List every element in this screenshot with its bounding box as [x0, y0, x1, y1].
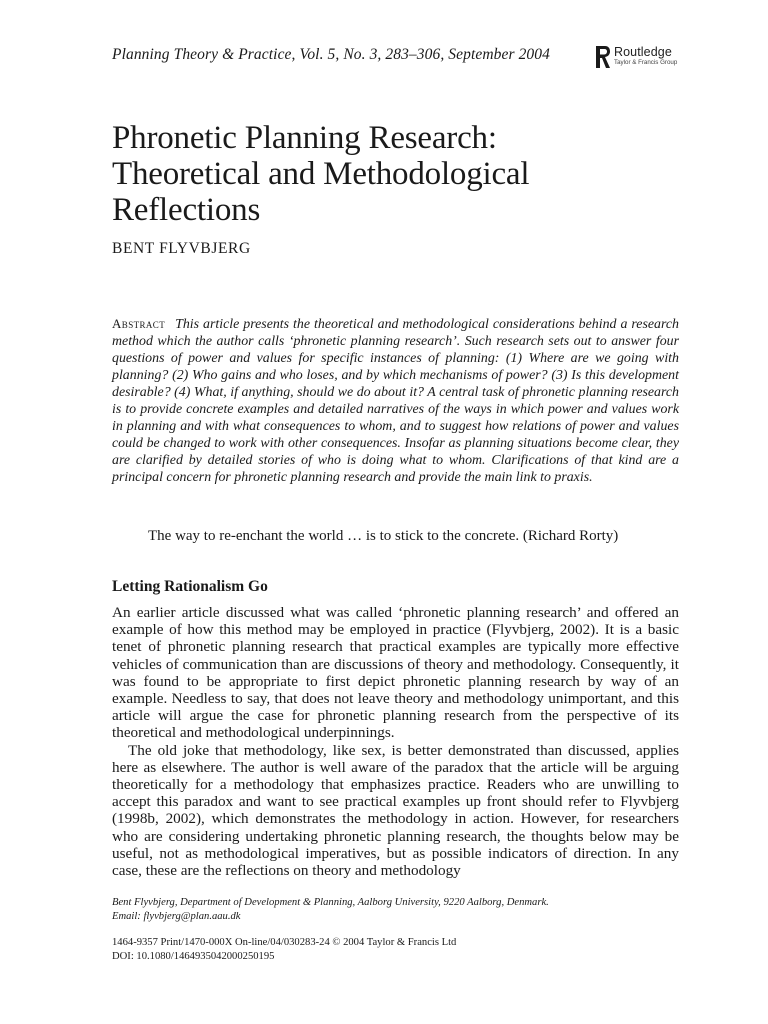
body-paragraph-2: The old joke that methodology, like sex, is better demonstrated than discussed, applies here as elsewhere. The author is well aware of the paradox that the article will be arguing theoretically for a methodology that emphasizes practice. Readers who are unwilling to accept this paradox and want to see practical examples up front should refer to Flyvbjerg (1998b, 2002), which demonstrates the methodology in action. However, for researchers who are considering undertaking phronetic planning research, the thoughts below may be useful, not as methodological imperatives, but as possible indicators of direction. In any case, these are the reflections on theory and methodology [112, 741, 679, 880]
body-text [112, 604, 679, 879]
epigraph-quote: The way to re-enchant the world … is to stick to the concrete. (Richard Rorty) [148, 528, 619, 544]
routledge-logo-icon [596, 46, 610, 68]
abstract [112, 315, 679, 486]
article-title-line-1: Phronetic Planning Research: [112, 120, 497, 156]
article-title-line-2: Theoretical and Methodological [112, 156, 530, 192]
abstract-label: Abstract [112, 316, 166, 331]
abstract-text: This article presents the theoretical and methodological considerations behind a research method which the author calls ‘phronetic planning research’. Such research sets out to answer four questions of power and values for specific instances of planning: (1) Where are we going with planning? (2) Who gains and who loses, and by which mechanisms of power? (3) Is this development desirable? (4) What, if anything, should we do about it? A central task of phronetic planning research is to provide concrete examples and detailed narratives of the ways in which power and values work in planning and with what consequences to whom, and to suggest how relations of power and values could be changed to work with other consequences. Insofar as planning situations become clear, they are clarified by detailed stories of who is doing what to whom. Clarifications of that kind are a principal concern for phronetic planning research and provide the main link to praxis. [112, 317, 679, 485]
issn-line: 1464-9357 Print/1470-000X On-line/04/030283-24 © 2004 Taylor & Francis Ltd [112, 937, 457, 948]
doi-line: DOI: 10.1080/1464935042000250195 [112, 951, 275, 962]
body-paragraph-1: An earlier article discussed what was called ‘phronetic planning research’ and offered an example of how this method may be employed in practice (Flyvbjerg, 2002). It is a basic tenet of phronetic planning research that practical examples are typically more effective vehicles of communication than are discussions of theory and methodology. Consequently, it was found to be appropriate to first depict phronetic planning research by way of an example. Needless to say, that does not leave theory and methodology unimportant, and this article will argue the case for phronetic planning research from the perspective of its theoretical and methodological underpinnings. [112, 604, 679, 742]
publisher-group: Taylor & Francis Group [614, 58, 678, 66]
publication-info [112, 936, 456, 964]
article-author: BENT FLYVBJERG [112, 240, 251, 257]
publisher-name: Routledge [614, 45, 672, 59]
author-affiliation: Bent Flyvbjerg, Department of Development & Planning, Aalborg University, 9220 Aalborg, Denmark. [112, 897, 549, 908]
publisher-logo-text [614, 46, 677, 66]
section-heading: Letting Rationalism Go [112, 578, 268, 595]
publisher-logo [596, 46, 677, 68]
journal-citation: Planning Theory & Practice, Vol. 5, No. 3, 283–306, September 2004 [112, 46, 550, 63]
author-email: Email: flyvbjerg@plan.aau.dk [112, 911, 241, 922]
author-footnote [112, 896, 679, 924]
article-title [112, 120, 672, 228]
article-title-line-3: Reflections [112, 192, 261, 228]
